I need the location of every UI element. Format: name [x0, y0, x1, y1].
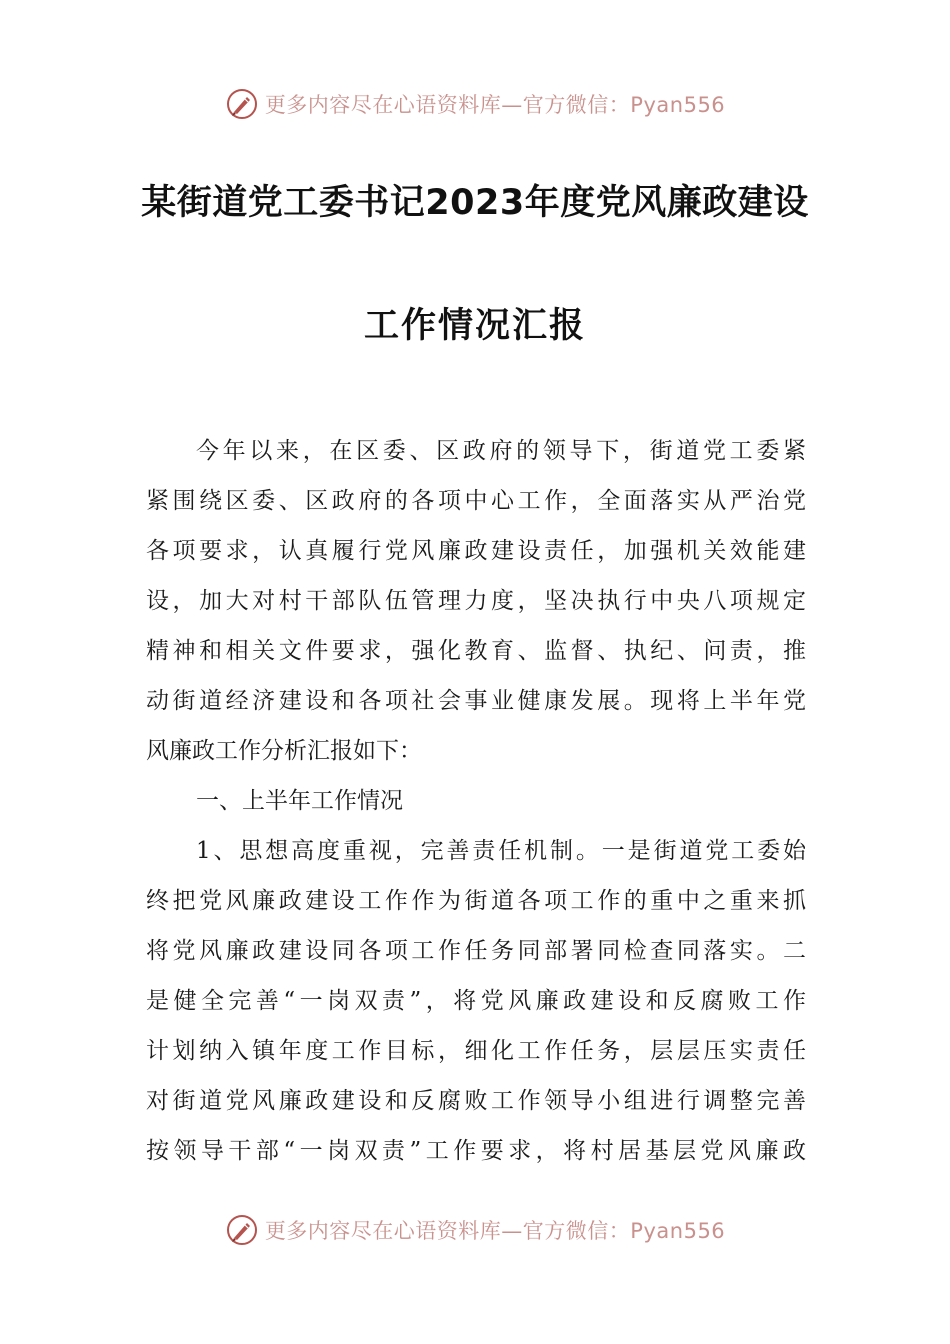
body-line: 对街道党风廉政建设和反腐败工作领导小组进行调整完善 — [146, 1088, 806, 1114]
section-heading: 一、上半年工作情况 — [196, 788, 403, 814]
body-line: 设，加大对村干部队伍管理力度，坚决执行中央八项规定 — [146, 588, 806, 614]
body-line: 终把党风廉政建设工作作为街道各项工作的重中之重来抓 — [146, 888, 806, 914]
body-line: 计划纳入镇年度工作目标，细化工作任务，层层压实责任 — [146, 1038, 806, 1064]
body-line: 将党风廉政建设同各项工作任务同部署同检查同落实。二 — [146, 938, 806, 964]
body-line: 1、思想高度重视，完善责任机制。一是街道党工委始 — [196, 838, 806, 864]
document-title-line-2: 工作情况汇报 — [363, 306, 586, 346]
document-title-line-1: 某街道党工委书记2023年度党风廉政建设 — [141, 183, 809, 223]
watermark-text: 更多内容尽在心语资料库—官方微信：Pyan556 — [264, 1219, 726, 1243]
body-line: 各项要求，认真履行党风廉政建设责任，加强机关效能建 — [146, 538, 806, 564]
document-body — [146, 426, 806, 1176]
body-line: 是健全完善“一岗双责”，将党风廉政建设和反腐败工作 — [146, 988, 806, 1014]
body-line: 动街道经济建设和各项社会事业健康发展。现将上半年党 — [146, 688, 806, 714]
body-line: 紧围绕区委、区政府的各项中心工作，全面落实从严治党 — [146, 488, 806, 514]
pen-nib-logo-icon — [225, 87, 259, 121]
watermark-text: 更多内容尽在心语资料库—官方微信：Pyan556 — [264, 93, 726, 117]
header-watermark — [0, 84, 950, 124]
body-line: 按领导干部“一岗双责”工作要求，将村居基层党风廉政 — [146, 1138, 806, 1164]
pen-nib-logo-icon — [225, 1213, 259, 1247]
body-line: 精神和相关文件要求，强化教育、监督、执纪、问责，推 — [146, 638, 806, 664]
body-line: 今年以来，在区委、区政府的领导下，街道党工委紧 — [196, 438, 806, 464]
body-line: 风廉政工作分析汇报如下： — [146, 738, 422, 764]
footer-watermark — [0, 1210, 950, 1250]
